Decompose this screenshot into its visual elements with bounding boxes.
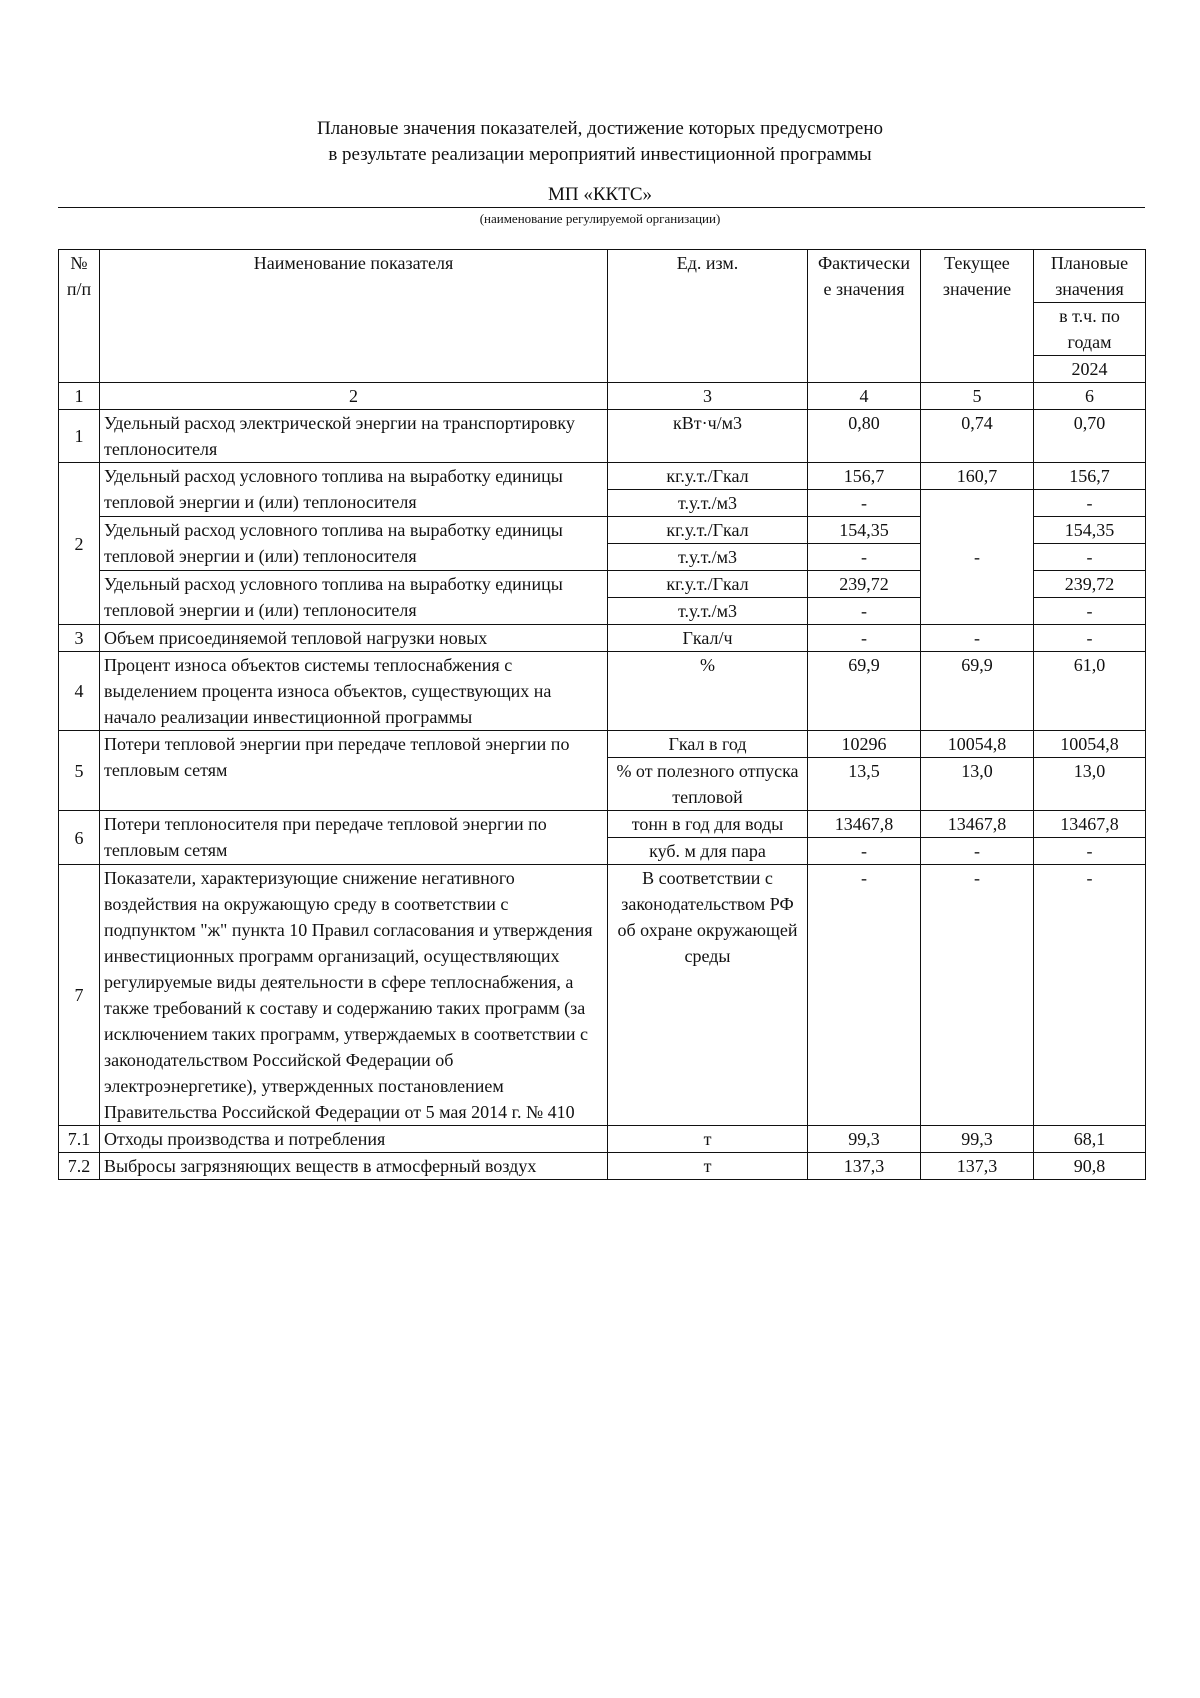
- current-value: -: [921, 625, 1034, 652]
- unit-cell: кг.у.т./Гкал: [608, 517, 808, 544]
- column-index: 2: [100, 383, 608, 410]
- current-value: 13,0: [921, 758, 1034, 811]
- planned-value: -: [1034, 625, 1146, 652]
- header-no: № п/п: [59, 250, 100, 383]
- unit-cell: В соответствии с законодательством РФ об охране окружающей среды: [608, 865, 808, 1126]
- column-index: 1: [59, 383, 100, 410]
- column-index: 6: [1034, 383, 1146, 410]
- indicator-name: Процент износа объектов системы теплоснабжения с выделением процента износа объектов, существующих на начало реализации инвестиционной программы: [100, 652, 608, 731]
- indicator-name: Выбросы загрязняющих веществ в атмосферный воздух: [100, 1153, 608, 1180]
- indicator-name: [100, 731, 608, 811]
- column-index-row: [59, 383, 1146, 410]
- unit-cell: кг.у.т./Гкал: [608, 571, 808, 598]
- column-index: 3: [608, 383, 808, 410]
- planned-value: -: [1034, 544, 1146, 571]
- actual-value: 13467,8: [808, 811, 921, 838]
- indicator-name: Удельный расход электрической энергии на транспортировку теплоносителя: [100, 410, 608, 463]
- row-number: 6: [59, 811, 100, 865]
- table-row: [59, 625, 1146, 652]
- unit-cell: куб. м для пара: [608, 838, 808, 865]
- actual-value: 137,3: [808, 1153, 921, 1180]
- unit-cell: % от полезного отпуска тепловой: [608, 758, 808, 811]
- current-value: -: [921, 490, 1034, 625]
- planned-value: 13,0: [1034, 758, 1146, 811]
- indicators-table: [58, 249, 1146, 1180]
- indicator-name: Показатели, характеризующие снижение негативного воздействия на окружающую среду в соответствии с подпунктом "ж" пункта 10 Правил согласования и утверждения инвестиционных программ организаций, осуществляющих регулируемые виды деятельности в сфере теплоснабжения, а также требований к составу и содержанию таких программ (за исключением таких программ, утверждаемых в соответствии с законодательством Российской Федерации об электроэнергетике), утвержденных постановлением Правительства Российской Федерации от 5 мая 2014 г. № 410: [100, 865, 608, 1126]
- actual-value: -: [808, 544, 921, 571]
- table-row: [59, 410, 1146, 463]
- actual-value: 69,9: [808, 652, 921, 731]
- actual-value: -: [808, 490, 921, 517]
- planned-value: 90,8: [1034, 1153, 1146, 1180]
- organization-caption: (наименование регулируемой организации): [479, 211, 721, 226]
- current-value: 137,3: [921, 1153, 1034, 1180]
- unit-cell: кВт·ч/м3: [608, 410, 808, 463]
- header-unit: Ед. изм.: [608, 250, 808, 383]
- indicator-name: Удельный расход условного топлива на выработку единицы тепловой энергии и (или) теплоносителя: [100, 571, 608, 625]
- current-value: -: [921, 865, 1034, 1126]
- indicator-name: Отходы производства и потребления: [100, 1126, 608, 1153]
- actual-value: 0,80: [808, 410, 921, 463]
- planned-value: 239,72: [1034, 571, 1146, 598]
- title-line-1: Плановые значения показателей, достижение которых предусмотрено: [316, 118, 883, 139]
- current-value: 10054,8: [921, 731, 1034, 758]
- actual-value: 154,35: [808, 517, 921, 544]
- actual-value: 10296: [808, 731, 921, 758]
- current-value: 13467,8: [921, 811, 1034, 838]
- table-row: [59, 731, 1146, 758]
- planned-value: 68,1: [1034, 1126, 1146, 1153]
- planned-value: 13467,8: [1034, 811, 1146, 838]
- indicator-name: Удельный расход условного топлива на выработку единицы тепловой энергии и (или) теплоносителя: [100, 517, 608, 571]
- row-number: 5: [59, 731, 100, 811]
- planned-value: 156,7: [1034, 463, 1146, 490]
- unit-cell: %: [608, 652, 808, 731]
- table-row: [59, 811, 1146, 838]
- row-number: 4: [59, 652, 100, 731]
- header-current: Текущее значение: [921, 250, 1034, 383]
- current-value: -: [921, 838, 1034, 865]
- indicator-name: Потери теплоносителя при передаче тепловой энергии по тепловым сетям: [100, 811, 608, 865]
- unit-cell: Гкал/ч: [608, 625, 808, 652]
- indicator-name: Объем присоединяемой тепловой нагрузки новых: [100, 625, 608, 652]
- unit-cell: т.у.т./м3: [608, 490, 808, 517]
- unit-cell: тонн в год для воды: [608, 811, 808, 838]
- planned-value: -: [1034, 598, 1146, 625]
- header-year: 2024: [1034, 356, 1146, 383]
- row-number: 3: [59, 625, 100, 652]
- actual-value: 99,3: [808, 1126, 921, 1153]
- row-number: 7.1: [59, 1126, 100, 1153]
- unit-cell: кг.у.т./Гкал: [608, 463, 808, 490]
- table-row: [59, 463, 1146, 490]
- actual-value: 13,5: [808, 758, 921, 811]
- indicator-name: Удельный расход условного топлива на выработку единицы тепловой энергии и (или) теплоносителя: [100, 463, 608, 517]
- planned-value: 0,70: [1034, 410, 1146, 463]
- table-row: [59, 652, 1146, 731]
- header-planned: Плановые значения: [1034, 250, 1146, 303]
- table-row: [59, 1153, 1146, 1180]
- header-planned-sub: в т.ч. по годам: [1034, 303, 1146, 356]
- actual-value: 156,7: [808, 463, 921, 490]
- document-title: [0, 116, 1200, 168]
- indicator-name-text: Потери тепловой энергии при передаче тепловой энергии по тепловым сетям: [104, 734, 570, 780]
- current-value: 69,9: [921, 652, 1034, 731]
- planned-value: -: [1034, 838, 1146, 865]
- actual-value: -: [808, 838, 921, 865]
- row-number: 2: [59, 463, 100, 625]
- unit-cell: Гкал в год: [608, 731, 808, 758]
- header-name: Наименование показателя: [100, 250, 608, 383]
- row-number: 1: [59, 410, 100, 463]
- unit-cell: т: [608, 1126, 808, 1153]
- planned-value: -: [1034, 490, 1146, 517]
- table-row: [59, 865, 1146, 1126]
- actual-value: -: [808, 625, 921, 652]
- unit-cell: т: [608, 1153, 808, 1180]
- planned-value: 61,0: [1034, 652, 1146, 731]
- row-number: 7: [59, 865, 100, 1126]
- row-number: 7.2: [59, 1153, 100, 1180]
- actual-value: 239,72: [808, 571, 921, 598]
- planned-value: 10054,8: [1034, 731, 1146, 758]
- current-value: 160,7: [921, 463, 1034, 490]
- column-index: 5: [921, 383, 1034, 410]
- table-row: [59, 1126, 1146, 1153]
- column-index: 4: [808, 383, 921, 410]
- unit-cell: т.у.т./м3: [608, 544, 808, 571]
- planned-value: -: [1034, 865, 1146, 1126]
- actual-value: -: [808, 865, 921, 1126]
- planned-value: 154,35: [1034, 517, 1146, 544]
- organization-underline: [58, 207, 1145, 208]
- title-line-2: в результате реализации мероприятий инвестиционной программы: [328, 144, 872, 165]
- organization-name: МП «ККТС»: [548, 184, 652, 205]
- current-value: 0,74: [921, 410, 1034, 463]
- unit-cell: т.у.т./м3: [608, 598, 808, 625]
- current-value: 99,3: [921, 1126, 1034, 1153]
- header-actual: Фактически е значения: [808, 250, 921, 383]
- actual-value: -: [808, 598, 921, 625]
